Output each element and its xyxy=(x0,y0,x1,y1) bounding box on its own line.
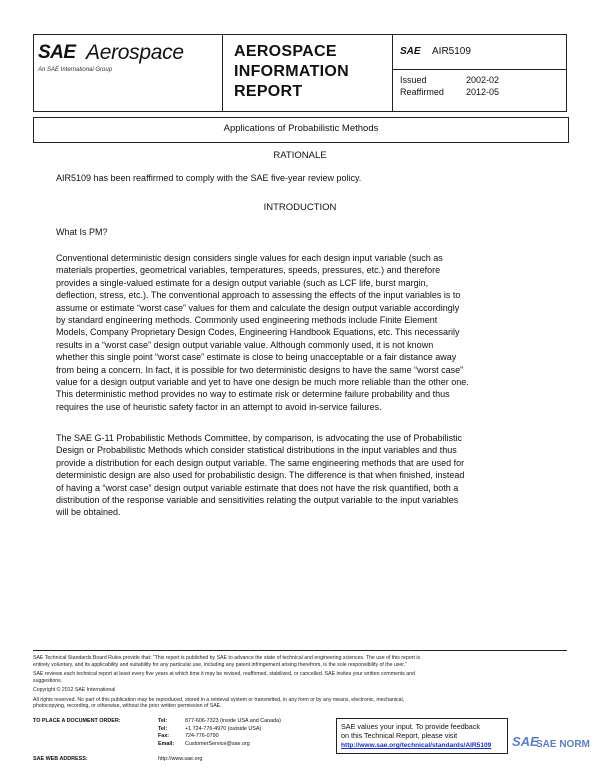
feedback-text-1: SAE values your input. To provide feedback xyxy=(341,722,480,731)
legal-line: All rights reserved. No part of this publication may be reproduced, stored in a retrieval system or transmitted, in any form or by any means, electronic, mechanical, xyxy=(33,696,405,703)
copyright-line: Copyright © 2012 SAE International xyxy=(33,687,116,693)
introduction-heading: INTRODUCTION xyxy=(263,202,337,213)
aerospace-logo-text: Aerospace xyxy=(86,41,184,64)
legal-line: SAE Technical Standards Board Rules provide that: “This report is published by SAE to advance the state of technical and engineering sciences. The use of this report is xyxy=(33,655,421,661)
logo-cell xyxy=(34,35,223,111)
reaffirmed-date: 2012-05 xyxy=(466,87,500,97)
legal-line: photocopying, recording, or otherwise, without the prior written permission of SAE. xyxy=(33,703,222,709)
paragraph-line: Conventional deterministic design considers single values for each design input variable (such as xyxy=(56,253,443,263)
web-label: SAE WEB ADDRESS: xyxy=(33,756,88,762)
contact-label: Tel: xyxy=(158,725,168,732)
contact-label: Tel: xyxy=(158,718,168,724)
paragraph-line: Design or Probabilistic Methods which consider statistical distributions in the input variables and thus xyxy=(56,445,457,456)
legal-line: SAE reviews each technical report at least every five years at which time it may be revised, reaffirmed, stabilized, or cancelled. SAE invites your written comments and xyxy=(33,671,415,677)
paragraph-line: provide a distribution for each design output variable. The same engineering methods that are used for xyxy=(56,457,465,468)
contact-label: Fax: xyxy=(158,733,170,740)
document-title-box xyxy=(33,117,569,143)
doc-number: AIR5109 xyxy=(432,46,471,57)
doc-type-line: AEROSPACE xyxy=(234,43,337,60)
document-title: Applications of Probabilistic Methods xyxy=(223,123,379,134)
sae-logo-mark: SAE xyxy=(38,42,76,63)
paragraph-line: value for a design output variable and yet to have one design be much more reliable than the other one. xyxy=(56,377,469,388)
paragraph-line: Models, Company Proprietary Design Codes, Engineering Handbook Equations, etc. This necessarily xyxy=(56,327,460,338)
footer-legal xyxy=(33,655,567,710)
feedback-text-2: on this Technical Report, please visit xyxy=(341,731,458,740)
paragraph-line: results in a “worst case” design output variable value. Although commonly used, it is not known xyxy=(56,339,434,350)
doc-type-line: REPORT xyxy=(234,83,303,100)
paragraph-line: provides a single-valued estimate for a design output variable (such as LCF life, burst margin, xyxy=(56,277,429,288)
intro-paragraph-2 xyxy=(56,432,576,519)
fax-number[interactable]: 724-776-0790 xyxy=(185,733,219,740)
legal-line: suggestions. xyxy=(33,677,63,684)
intro-paragraph-1 xyxy=(56,252,576,413)
footer-divider xyxy=(33,650,567,651)
paragraph-line: of having a “worst case” design output variable estimate that does not have the risk quantified, both a xyxy=(56,482,459,493)
sae-brand-mark: SAE xyxy=(400,46,421,57)
document-header xyxy=(33,34,567,112)
doc-type xyxy=(234,42,349,102)
doc-type-line: INFORMATION xyxy=(234,63,349,80)
phone-outside-usa: +1 724-776-4970 (outside USA) xyxy=(185,725,262,732)
phone-inside-usa: 877-606-7323 (inside USA and Canada) xyxy=(185,718,281,724)
feedback-box xyxy=(336,718,508,754)
watermark-logo: SAE xyxy=(512,734,539,749)
contact-values xyxy=(185,718,281,749)
order-label: TO PLACE A DOCUMENT ORDER: xyxy=(33,718,121,724)
paragraph-line: deflection, stress, etc.). The conventional approach to assessing the effects of the input variables is to xyxy=(56,290,461,301)
web-address-link[interactable]: http://www.sae.org xyxy=(158,756,203,762)
paragraph-line: assume or estimate “worst case” values for them and calculate the design output variable accordingly xyxy=(56,302,460,313)
divider xyxy=(392,69,566,70)
paragraph-line: from being a concern. In fact, it is possible for two deterministic designs to have the same “worst case” xyxy=(56,364,464,375)
intro-question: What Is PM? xyxy=(56,227,108,237)
rationale-text: AIR5109 has been reaffirmed to comply with the SAE five-year review policy. xyxy=(56,173,362,183)
contact-label: Email: xyxy=(158,741,175,748)
paragraph-line: whether this single point “worst case” estimate is close to being unacceptable or a fair distance away xyxy=(56,352,457,363)
legal-line: entirely voluntary, and its applicability and suitability for any particular use, including any patent infringement arising therefrom, is the sole responsibility of the user.” xyxy=(33,661,407,668)
feedback-link[interactable]: http://www.sae.org/technical/standards/AIR5109 xyxy=(341,742,492,749)
doc-info-cell xyxy=(392,35,566,111)
issued-date: 2002-02 xyxy=(466,75,500,85)
paragraph-line: requires the use of heuristic safety factor in an attempt to avoid in-service failures. xyxy=(56,401,382,412)
watermark-text: SAE NORM xyxy=(536,739,590,750)
paragraph-line: This deterministic method provides no way to estimate risk or determine failure probability and thus xyxy=(56,389,450,400)
paragraph-line: by standard engineering methods. Commonly used engineering methods include Finite Element xyxy=(56,315,438,326)
paragraph-line: materials properties, geometrical variables, temperatures, speeds, pressures, etc.) and therefore xyxy=(56,265,441,276)
email-link[interactable]: CustomerService@sae.org xyxy=(185,741,250,748)
rationale-heading: RATIONALE xyxy=(273,150,327,161)
paragraph-line: will be obtained. xyxy=(56,507,121,518)
paragraph-line: deterministic design are also used for probabilistic design. The difference is that when finished, instead xyxy=(56,470,465,481)
issued-label: Issued xyxy=(400,75,427,85)
paragraph-line: The SAE G-11 Probabilistic Methods Committee, by comparison, is advocating the use of Probabilistic xyxy=(56,433,463,443)
logo-tagline: An SAE International Group xyxy=(38,67,113,73)
reaffirmed-label: Reaffirmed xyxy=(400,87,444,97)
doc-type-cell xyxy=(222,35,393,111)
contact-labels xyxy=(158,718,174,749)
paragraph-line: distribution of the response variable and sensitivities relating the output variable to the input variables xyxy=(56,495,459,506)
